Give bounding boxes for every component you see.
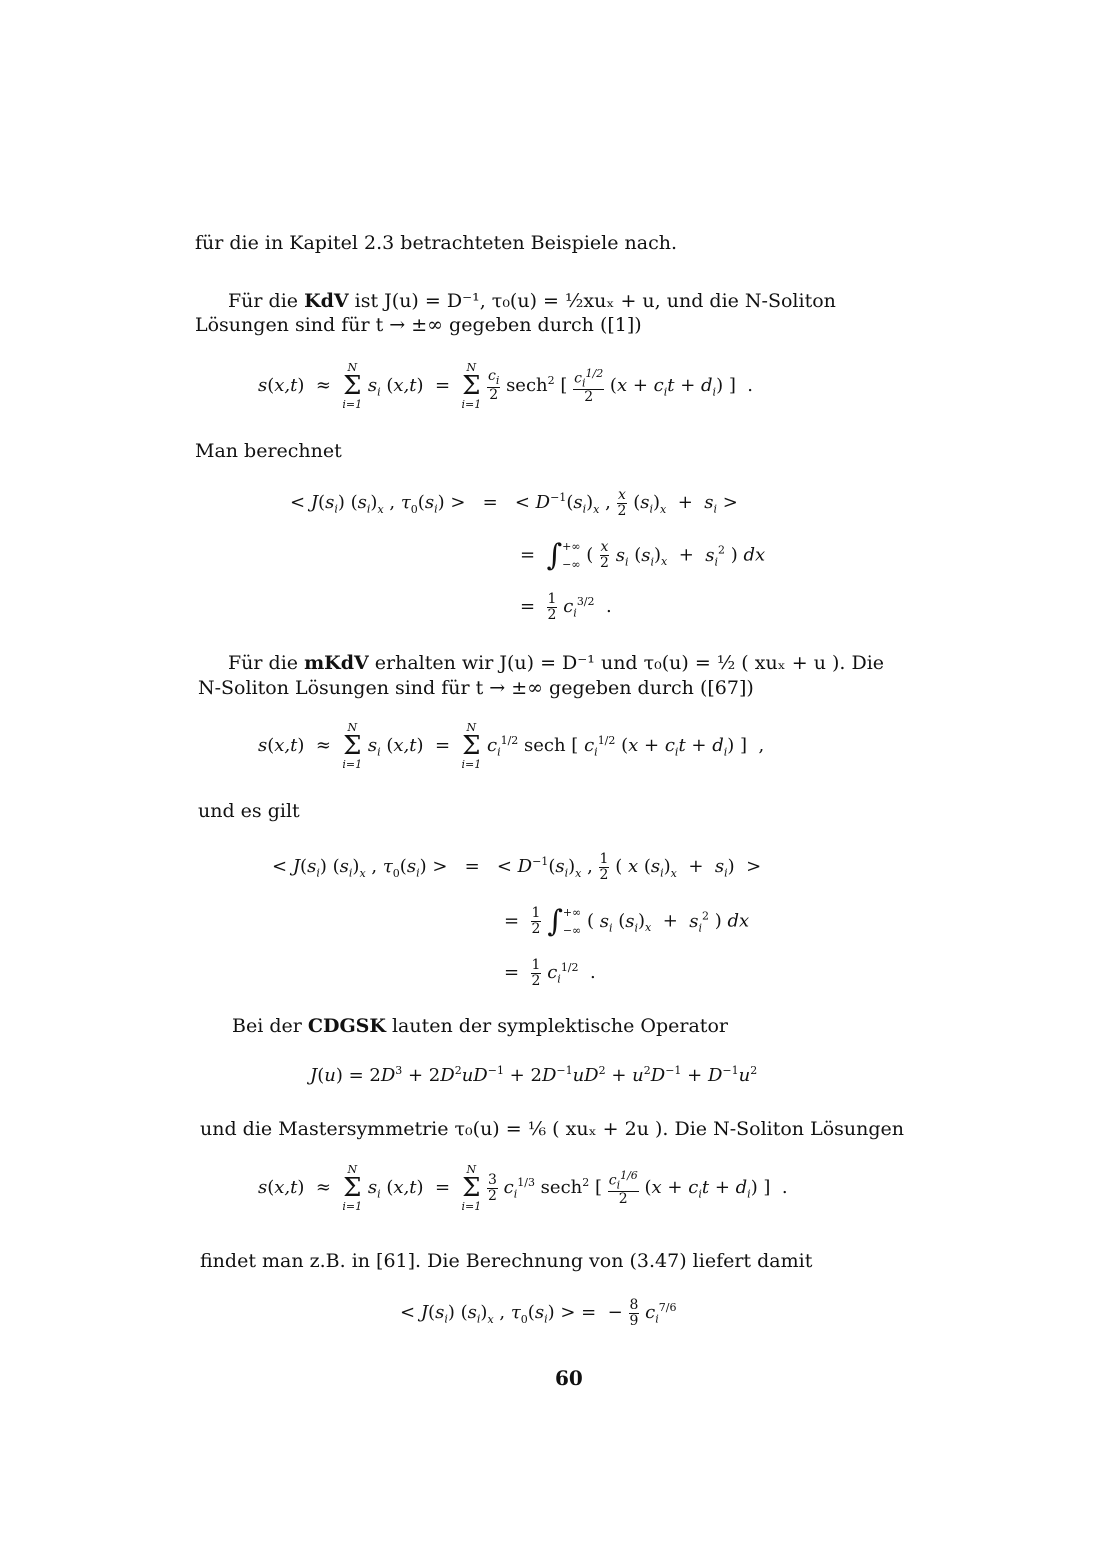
paragraph-berechnung: findet man z.B. in [61]. Die Berechnung von (3.47) liefert damit (200, 1250, 813, 1272)
equation-cdgsk-result: < $J(s_i)$ $(s_i)_x$ , $\tau_0(s_i)$ > = − $\frac{8}{9}$ $c_i^{7/6}$ (400, 1297, 677, 1329)
term-kdv: KdV (304, 290, 349, 312)
paragraph-kdv (228, 290, 836, 314)
paragraph-mkdv (228, 652, 884, 676)
text-run: Für die (228, 290, 305, 312)
equation-mkdv-soliton: s(x,t) ≈ N Σ i=1 $s_i$ (x,t) = N Σ i=1 $c_i^{1/2}$ sech [ $c_i^{1/2}$ $(x + c_it + d_i)$ ] , (258, 721, 765, 771)
paragraph-mastersymmetrie: und die Mastersymmetrie τ₀(u) = ⅙ ( xuₓ + 2u ). Die N-Soliton Lösungen (200, 1118, 905, 1140)
text-run: Für die (228, 652, 305, 674)
equation-mkdv-calc-2: = $\frac{1}{2}$ ∫ +∞ −∞ ( $s_i$ $(s_i)_x + s_i^2$ ) dx (504, 903, 750, 939)
equation-mkdv-calc-1: < $J(s_i)$ $(s_i)_x$ , $\tau_0(s_i)$ > = < $D^{-1}(s_i)_x$ , $\frac{1}{2}$ ( x $(s_i)_x + s_i$) > (272, 851, 762, 883)
equation-kdv-calc-1: < $J(s_i)$ $(s_i)_x$ , $\tau_0(s_i)$ > = < $D^{-1}(s_i)_x$ , $\frac{x}{2}$ $(s_i)_x + s_i$ > (290, 487, 738, 519)
equation-mkdv-calc-3: = $\frac{1}{2}$ $c_i^{1/2}$ . (504, 957, 596, 989)
text-run: lauten der symplektische Operator (385, 1015, 728, 1037)
paragraph-cdgsk (232, 1015, 728, 1039)
equation-kdv-soliton: s(x,t) ≈ N Σ i=1 $s_i$ (x,t) = N Σ i=1 $\frac{c_i}{2}$ sech$^2$ [ $\frac{c_i^{1/2}}{2}$ $(x + c_it + d_i)$ ] . (258, 361, 754, 411)
equation-kdv-calc-3: = $\frac{1}{2}$ $c_i^{3/2}$ . (520, 591, 612, 623)
paragraph-kdv-line2: Lösungen sind für t → ±∞ gegeben durch ([1]) (195, 314, 642, 336)
text-run: ist J(u) = D⁻¹, τ₀(u) = ½xuₓ + u, und die N-Soliton (348, 290, 836, 312)
paragraph-mkdv-line2: N-Soliton Lösungen sind für t → ±∞ gegeben durch ([67]) (198, 677, 754, 699)
equation-kdv-calc-2: = ∫ +∞ −∞ ( $\frac{x}{2}$ $s_i$ $(s_i)_x + s_i^2$ ) dx (520, 537, 766, 573)
equation-cdgsk-operator: $J(u) = 2D^3 + 2D^2uD^{-1} + 2D^{-1}uD^2 + u^2D^{-1} + D^{-1}u^2$ (310, 1064, 758, 1086)
paragraph-man-berechnet: Man berechnet (195, 440, 342, 462)
paragraph-intro: für die in Kapitel 2.3 betrachteten Beispiele nach. (195, 232, 678, 254)
equation-cdgsk-soliton: s(x,t) ≈ N Σ i=1 $s_i$ (x,t) = N Σ i=1 $\frac{3}{2}$ $c_i^{1/3}$ sech$^2$ [ $\frac{c_i^{1/6}}{2}$ $(x + c_it + d_i)$ ] . (258, 1163, 788, 1213)
term-cdgsk: CDGSK (307, 1015, 386, 1037)
text-run: erhalten wir J(u) = D⁻¹ und τ₀(u) = ½ ( xuₓ + u ). Die (368, 652, 885, 674)
term-mkdv: mKdV (304, 652, 369, 674)
text-run: Bei der (232, 1015, 308, 1037)
paragraph-und-es-gilt: und es gilt (198, 800, 300, 822)
page-number: 60 (555, 1366, 583, 1390)
